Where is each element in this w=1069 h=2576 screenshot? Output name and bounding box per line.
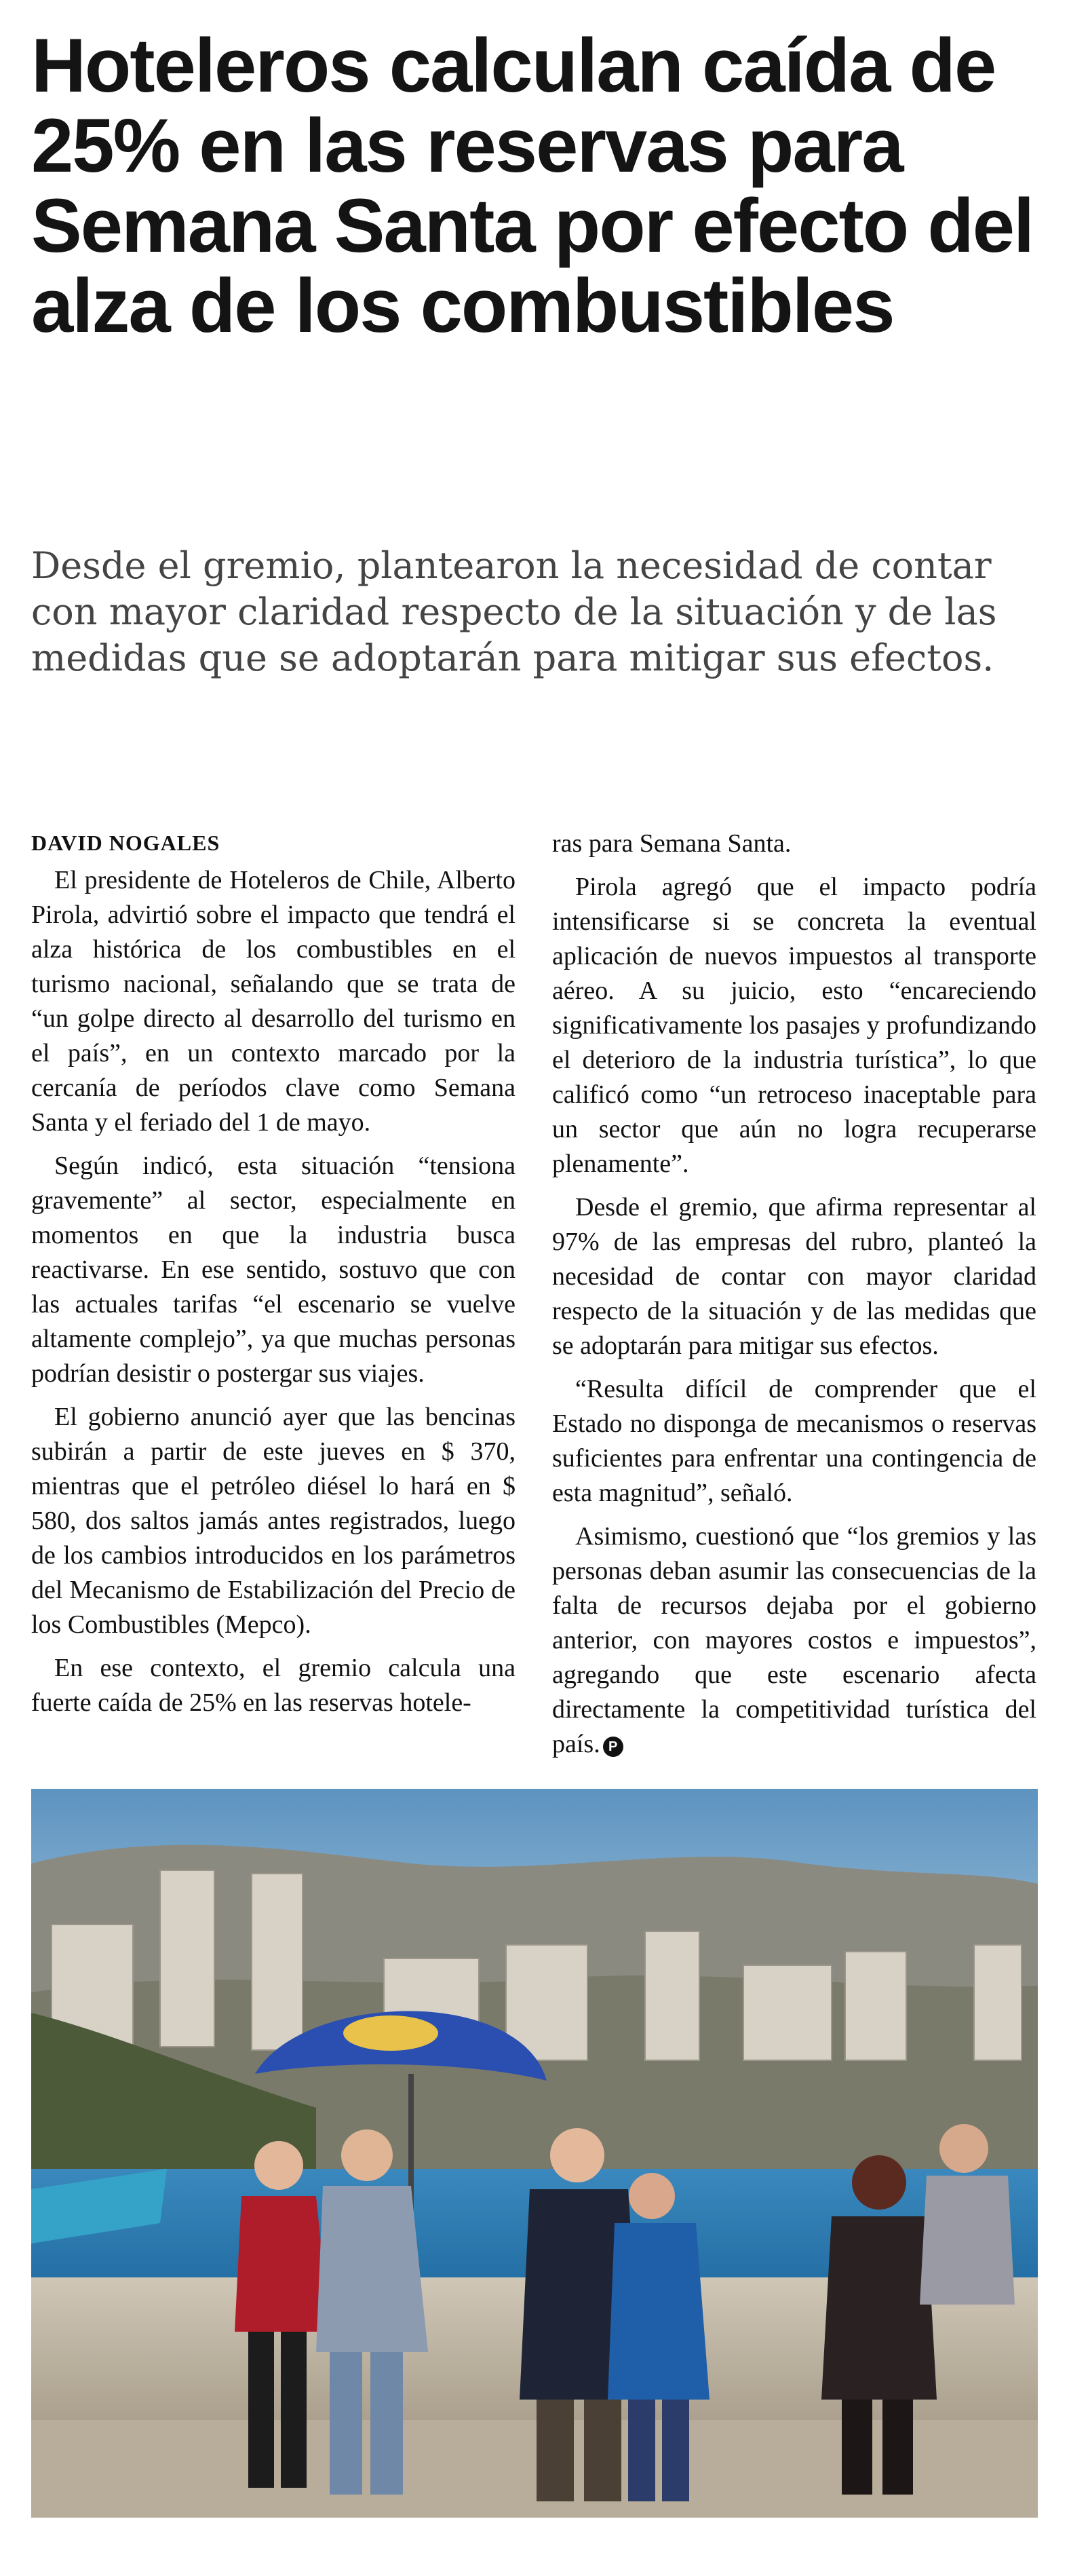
article-paragraph: En ese contexto, el gremio calcula una fuerte caída de 25% en las reservas hotele- [31,1654,516,1717]
article-paragraph: ras para Semana Santa. [552,829,792,858]
article-paragraph: “Resulta difícil de comprender que el Estado no disponga de mecanismos o reservas suficientes para enfrentar una contingencia de esta magnitud”, señaló. [552,1375,1036,1507]
article-paragraph-last [552,1519,1036,1762]
article-paragraph: Pirola agregó que el impacto podría intensificarse si se concreta la eventual aplicación de nuevos impuestos al transporte aéreo. A su juicio, esto “encareciendo significativamente los pasajes y profundizando el deterioro de la industria turística”, lo que calificó como “un retroceso inaceptable para un sector que aún no logra recuperarse plenamente”. [552,873,1036,1178]
deck-subtitle: Desde el gremio, plantearon la necesidad de contar con mayor claridad respecto de la situación y de las medidas que se adoptarán para mitigar sus efectos. [31,544,997,679]
article-photo [31,1789,1038,2518]
article-column-left [31,827,516,1729]
article-paragraph: El gobierno anunció ayer que las bencinas subirán a partir de este jueves en $ 370, mientras que el petróleo diésel lo hará en $ 580, dos saltos jamás antes registrados, luego de los cambios introducidos en los parámetros del Mecanismo de Estabilización del Precio de los Combustibles (Mepco). [31,1403,516,1639]
headline: Hoteleros calculan caída de 25% en las reservas para Semana Santa por efecto del alza de los combustibles [31,23,1034,348]
article-paragraph-text: Asimismo, cuestionó que “los gremios y las personas deban asumir las consecuencias de la falta de recursos dejaba por el gobierno anterior, con mayores costos e impuestos”, agregando que este escenario afecta directamente la competitividad turística del país. [552,1522,1036,1758]
end-mark-icon: P [603,1737,623,1757]
article-paragraph: Desde el gremio, que afirma representar al 97% de las empresas del rubro, planteó la necesidad de contar con mayor claridad respecto de la situación y de las medidas que se adoptarán para mitigar sus efectos. [552,1193,1036,1360]
article-paragraph: El presidente de Hoteleros de Chile, Alberto Pirola, advirtió sobre el impacto que tendrá el alza histórica de los combustibles en el turismo nacional, señalando que se trata de “un golpe directo al desarrollo del turismo en el país”, en un contexto marcado por la cercanía de períodos clave como Semana Santa y el feriado del 1 de mayo. [31,866,516,1137]
byline: DAVID NOGALES [31,831,220,855]
article-paragraph: Según indicó, esta situación “tensiona gravemente” al sector, especialmente en momentos en que la industria busca reactivarse. En ese sentido, sostuvo que con las actuales tarifas “el escenario se vuelve altamente complejo”, ya que muchas personas podrían desistir o postergar sus viajes. [31,1152,516,1388]
article-column-right [552,827,1036,1770]
